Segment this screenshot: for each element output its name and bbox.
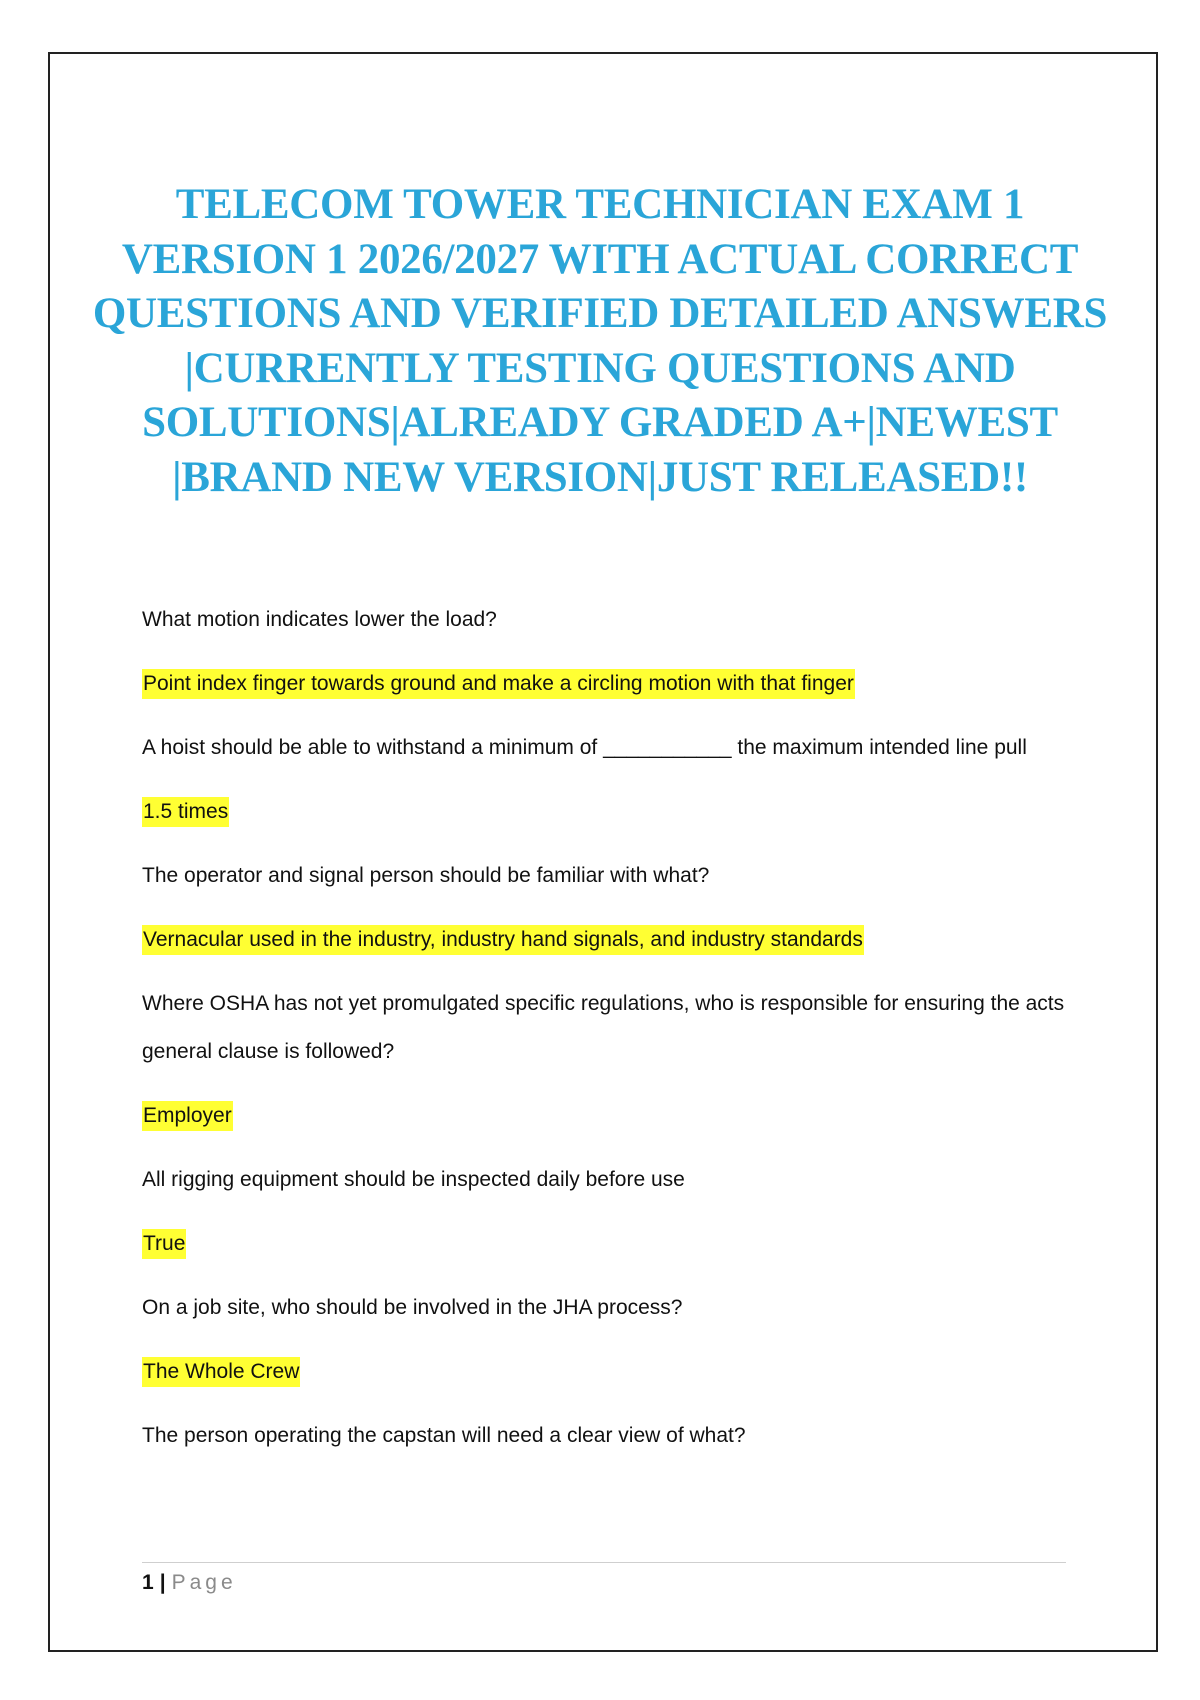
document-title: TELECOM TOWER TECHNICIAN EXAM 1 VERSION 1 2026/2027 WITH ACTUAL CORRECT QUESTIONS AND VERIFIED DETAILED ANSWERS |CURRENTLY TESTING QUESTIONS AND SOLUTIONS|ALREADY GRADED A+|NEWEST |BRAND NEW VERSION|JUST RELEASED!! xyxy=(92,181,1108,501)
question-2: A hoist should be able to withstand a minimum of ___________ the maximum intended line pull xyxy=(142,736,1027,759)
question-5: All rigging equipment should be inspected daily before use xyxy=(142,1168,685,1191)
footer-divider xyxy=(142,1562,1066,1563)
question-6: On a job site, who should be involved in the JHA process? xyxy=(142,1296,683,1319)
footer-separator: | xyxy=(159,1571,166,1594)
question-1: What motion indicates lower the load? xyxy=(142,608,497,631)
answer-5: True xyxy=(142,1229,186,1259)
answer-4-line xyxy=(142,1092,1072,1140)
page-label: Page xyxy=(171,1571,237,1594)
answer-3: Vernacular used in the industry, industry hand signals, and industry standards xyxy=(142,925,864,955)
answer-1: Point index finger towards ground and make a circling motion with that finger xyxy=(142,669,855,699)
question-3: The operator and signal person should be familiar with what? xyxy=(142,864,710,887)
question-4: Where OSHA has not yet promulgated specific regulations, who is responsible for ensuring the acts general clause is followed? xyxy=(142,992,1065,1063)
answer-6-line xyxy=(142,1348,1072,1396)
answer-3-line xyxy=(142,916,1072,964)
answer-5-line xyxy=(142,1220,1072,1268)
answer-1-line xyxy=(142,660,1072,708)
answer-2: 1.5 times xyxy=(142,797,229,827)
qa-content xyxy=(142,596,1072,1476)
page-footer xyxy=(142,1568,237,1598)
answer-6: The Whole Crew xyxy=(142,1357,300,1387)
answer-4: Employer xyxy=(142,1101,233,1131)
answer-2-line xyxy=(142,788,1072,836)
question-7: The person operating the capstan will need a clear view of what? xyxy=(142,1424,746,1447)
page-number: 1 xyxy=(142,1571,154,1594)
